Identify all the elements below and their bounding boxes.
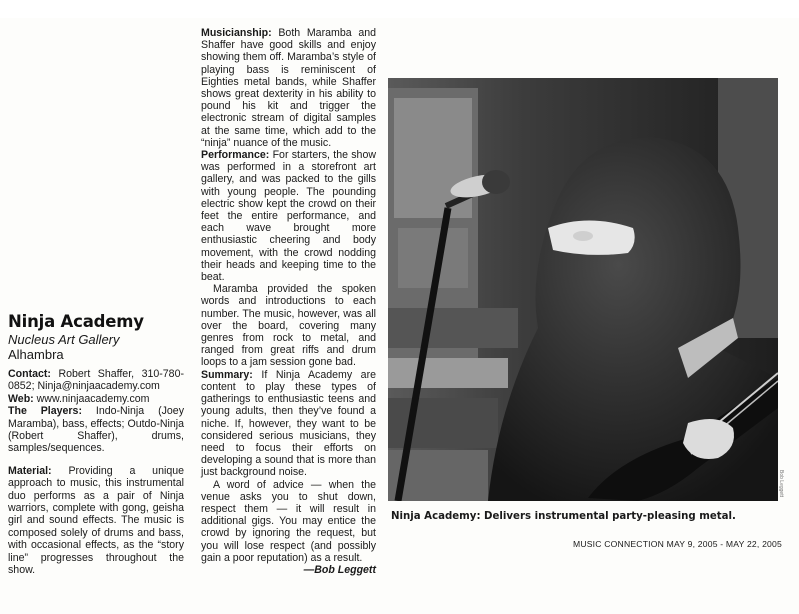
- contact-label: Contact:: [8, 368, 51, 380]
- web-text: www.ninjaacademy.com: [36, 392, 150, 405]
- band-name-heading: Ninja Academy: [8, 312, 144, 331]
- advice-paragraph: A word of advice — when the venue asks you to shut down, respect them — it will result in additional gigs. You may entice the crowd by ignoring the request, but you will lose respect (and possibly gain a poor reputation) as a result.: [201, 478, 376, 564]
- summary-paragraph: [201, 369, 376, 479]
- venue-city: Alhambra: [8, 347, 64, 362]
- performance-label: Performance:: [201, 149, 270, 162]
- publication-credit: MUSIC CONNECTION MAY 9, 2005 - MAY 22, 2005: [572, 539, 782, 549]
- players-label: The Players:: [8, 405, 82, 418]
- photo-caption: Ninja Academy: Delivers instrumental party-pleasing metal.: [391, 511, 736, 522]
- musicianship-text: Both Maramba and Shaffer have good skills and enjoy showing them off. Maramba’s style of playing bass is reminiscent of Eighties metal bands, while Shaffer shows great dexterity in his ability to pound his kit and trigger the electronic stream of digital samples at the same time, which add to the “ninja” nuance of the music.: [201, 27, 376, 149]
- musicianship-paragraph: [201, 27, 376, 149]
- material-paragraph: [8, 465, 184, 577]
- review-body-column: [201, 27, 376, 576]
- performance-text: For starters, the show was performed in a storefront art gallery, and was packed to the gills with young people. The pounding electric show kept the crowd on their feet the entire performance, and each wave brought more enthusiastic cheering and body movement, with the crowd nodding their heads and keeping time to the beat.: [201, 149, 376, 284]
- contact-text: Robert Shaffer, 310-780-0852; Ninja@ninjaacademy.com: [8, 368, 184, 393]
- author-byline: —Bob Leggett: [303, 563, 376, 576]
- players-text: Indo-Ninja (Joey Maramba), bass, effects; Outdo-Ninja (Robert Shaffer), drums, samples/sequences.: [8, 405, 184, 455]
- web-info: [8, 393, 184, 405]
- material-label: Material:: [8, 464, 52, 477]
- performance-paragraph-2: Maramba provided the spoken words and introductions to each number. The music, however, was all over the board, covering many genres from rock to metal, and ranged from great riffs and drum loops to a jam session gone bad.: [201, 283, 376, 369]
- ninja-photo-illustration: [388, 78, 778, 501]
- musicianship-label: Musicianship:: [201, 27, 272, 39]
- summary-label: Summary:: [201, 368, 253, 381]
- summary-text: If Ninja Academy are content to play these types of gatherings to enthusiastic teens and young adults, then they’ve found a niche. If, however, they want to be considered serious musicians, they need to focus their efforts on developing a sound that is more than just background noise.: [201, 368, 376, 479]
- contact-info: [8, 368, 184, 393]
- performance-paragraph: [201, 149, 376, 283]
- band-photo: [388, 78, 778, 501]
- review-info-column: [8, 312, 184, 577]
- venue-name: Nucleus Art Gallery: [8, 332, 120, 347]
- web-label: Web:: [8, 392, 34, 405]
- material-text: Providing a unique approach to music, this instrumental duo performs as a pair of Ninja warriors, complete with gong, geisha girl and sound effects. The music is composed solely of drums and bass, with occasional effects, as the “story line” progresses throughout the show.: [8, 464, 184, 577]
- photographer-credit: Bob Leggett: [778, 470, 784, 497]
- players-info: [8, 405, 184, 455]
